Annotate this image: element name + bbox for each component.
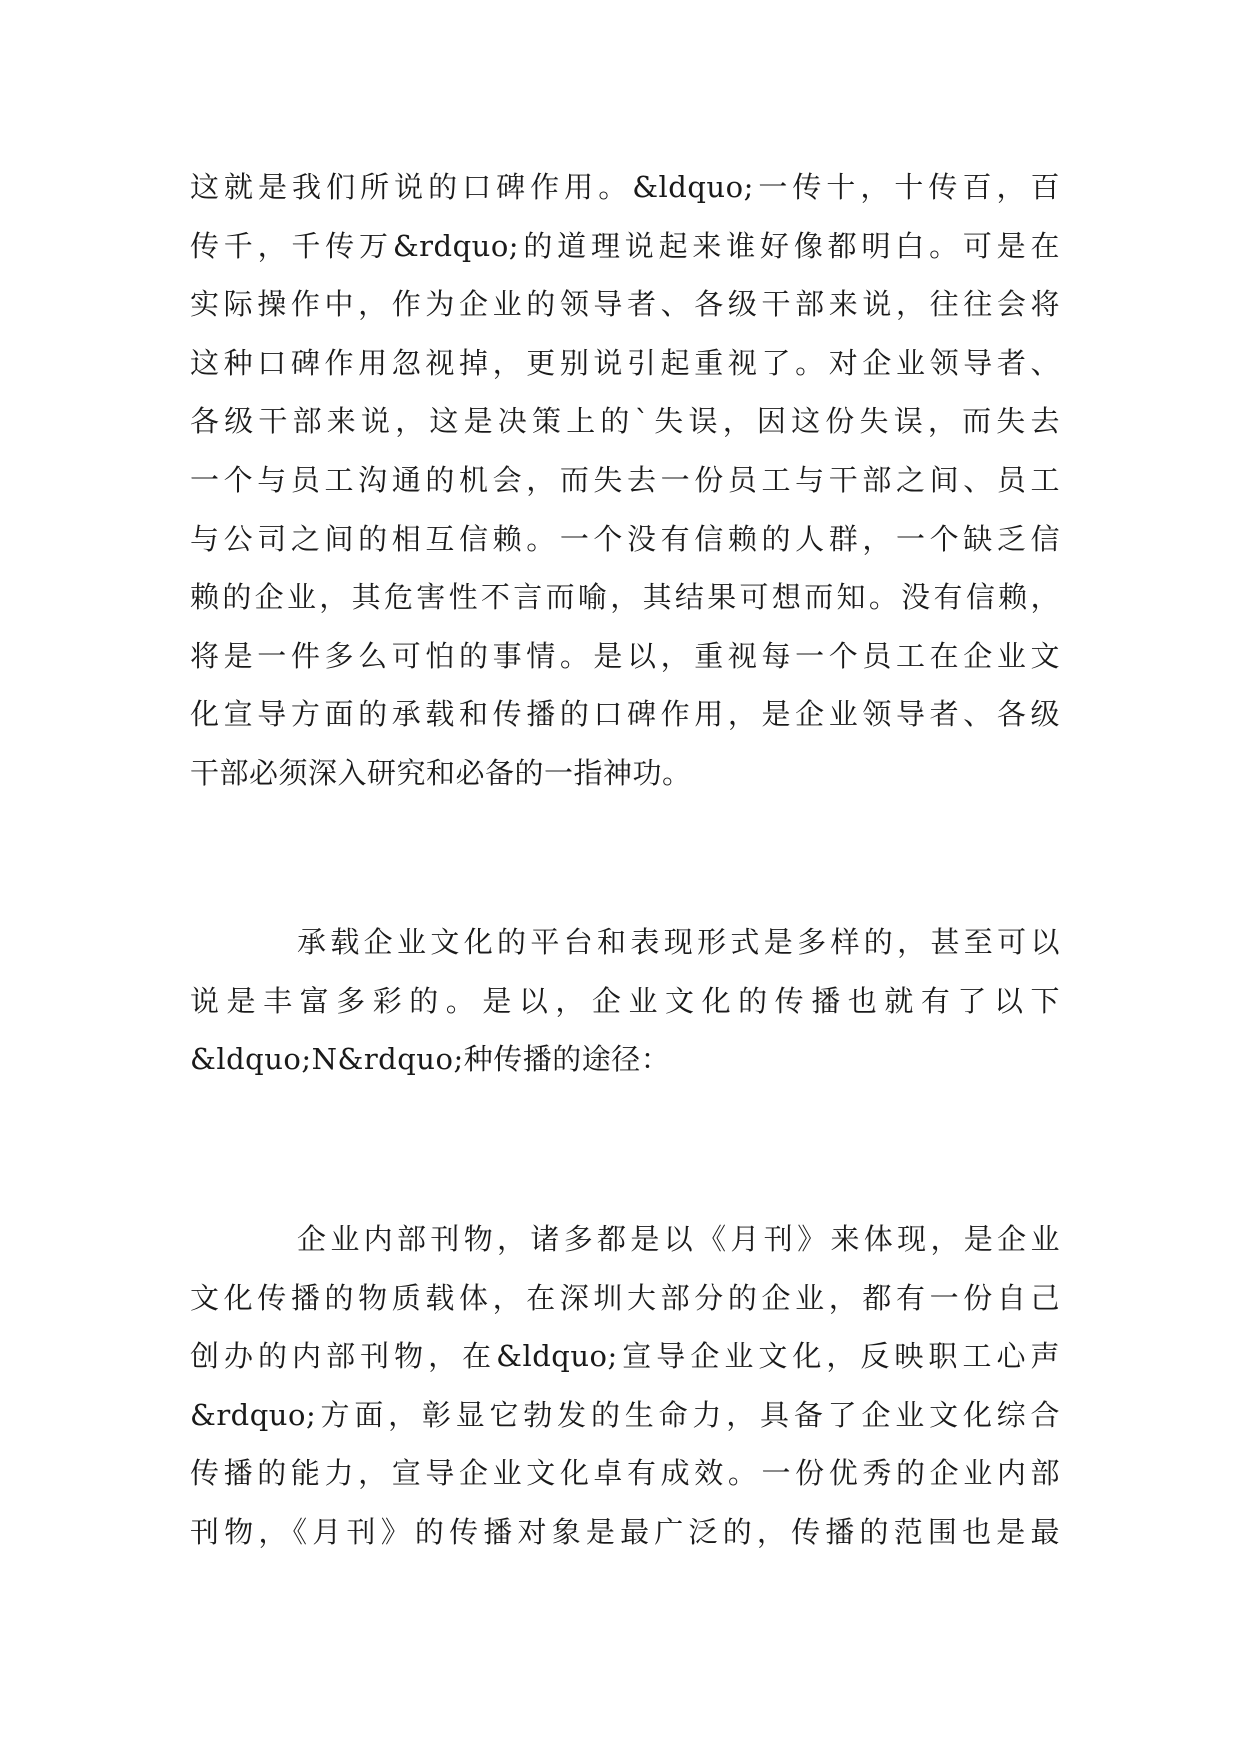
text-line: 这就是我们所说的口碑作用。&ldquo;一传十，十传百，百 [190, 170, 1060, 204]
text-line: 说是丰富多彩的。是以，企业文化的传播也就有了以下 [190, 983, 1060, 1018]
text-line: 将是一件多么可怕的事情。是以，重视每一个员工在企业文 [190, 638, 1060, 673]
text-line: &rdquo;方面，彰显它勃发的生命力，具备了企业文化综合 [190, 1397, 1060, 1432]
text-line: 干部必须深入研究和必备的一指神功。 [190, 755, 692, 790]
text-line: 实际操作中，作为企业的领导者、各级干部来说，往往会将 [190, 287, 1060, 322]
paragraph-word-of-mouth [190, 158, 1060, 803]
text-line: 文化传播的物质载体，在深圳大部分的企业，都有一份自己 [190, 1280, 1060, 1315]
text-line: 这种口碑作用忽视掉，更别说引起重视了。对企业领导者、 [190, 345, 1060, 380]
text-line: 传千，千传万&rdquo;的道理说起来谁好像都明白。可是在 [190, 228, 1060, 263]
text-line: 企业内部刊物，诸多都是以《月刊》来体现，是企业 [297, 1222, 1060, 1256]
text-line: 创办的内部刊物，在&ldquo;宣导企业文化，反映职工心声 [190, 1339, 1060, 1374]
paragraph-culture-platforms [190, 913, 1060, 1089]
text-line: 与公司之间的相互信赖。一个没有信赖的人群，一个缺乏信 [190, 521, 1060, 556]
text-line: 刊物，《月刊》的传播对象是最广泛的，传播的范围也是最 [190, 1514, 1060, 1549]
text-line: 传播的能力，宣导企业文化卓有成效。一份优秀的企业内部 [190, 1456, 1060, 1491]
text-line: 承载企业文化的平台和表现形式是多样的，甚至可以 [297, 925, 1060, 959]
paragraph-internal-publication [190, 1210, 1060, 1562]
text-line: 各级干部来说，这是决策上的`失误，因这份失误，而失去 [190, 404, 1060, 439]
text-line: 化宣导方面的承载和传播的口碑作用，是企业领导者、各级 [190, 697, 1060, 732]
text-line: &ldquo;N&rdquo;种传播的途径： [190, 1042, 671, 1077]
text-line: 一个与员工沟通的机会，而失去一份员工与干部之间、员工 [190, 462, 1060, 497]
text-line: 赖的企业，其危害性不言而喻，其结果可想而知。没有信赖， [190, 580, 1060, 615]
